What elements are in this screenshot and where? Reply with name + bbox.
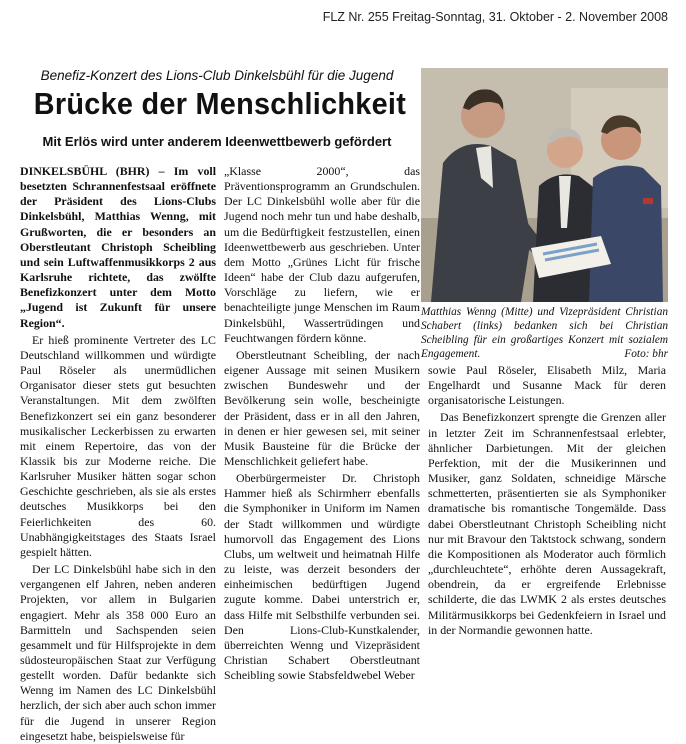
article-photo — [421, 68, 668, 302]
article-column-1 — [20, 164, 216, 743]
dateline: DINKELSBÜHL (BHR) — [20, 164, 150, 178]
paragraph: „Klasse 2000“, das Präventionsprogramm an Grundschulen. Der LC Dinkelsbühl wolle aber für die Jugend noch mehr tun und habe deshalb, um die Bedürftigkeit festzustellen, einen Ideenwettbewerb aus geschrieben. Unter dem Motto „Grünes Licht für frische Ideen“ habe der Club dazu aufgerufen, Vorschläge zu liefern, wie er benachteiligte junge Menschen im Raum Dinkelsbühl, Wassertrüdingen und Feuchtwangen fördern könne. — [224, 164, 420, 345]
article-column-2 — [224, 164, 420, 683]
photo-credit: Foto: bhr — [624, 348, 668, 360]
lead-text: – Im voll besetzten Schrannenfestsaal eröffnete der Präsident des Lions-Clubs Dinkelsbühl, Matthias Wenng, mit Grußworten, die er besonders an Oberstleutant Christoph Scheibling und sein Luftwaffenmusikkorps 2 aus Karlsruhe richtete, das zwölfte Benefizkonzert unter dem Motto „Jugend ist Zukunft für unsere Region“. — [20, 164, 216, 330]
article-subheadline: Mit Erlös wird unter anderem Ideenwettbewerb gefördert — [42, 134, 392, 149]
paragraph: Er hieß prominente Vertreter des LC Deutschland willkommen und würdigte Paul Röseler als unermüdlichen Organisator dieser stets gut besuchten Veranstaltungen. Mit dem zwölften Benefizkonzert sei ein ganz besonderer musikalischer Leckerbissen zu erwarten mit einem Repertoire, das von der Klassik bis zur Moderne reiche. Die Karlsruher Musiker hätten sogar schon Geschichte geschrieben, als sie als erstes deutsches Musikkorps bei den Feierlichkeiten des 60. Unabhängigkeitstages des Staats Israel gespielt hätten. — [20, 332, 216, 559]
lead-paragraph — [20, 164, 216, 331]
paragraph: Das Benefizkonzert sprengte die Grenzen aller in letzter Zeit im Schrannenfestsaal erlebter, ähnlicher Darbietungen. Mit der gleichen Perfektion, mit der die Musikerinnen und Musiker, ganz Soldaten, schneidige Märsche schmetterten, präsentierten sie als Symphoniker dramatische bis romantische Tongemälde. Dass dabei Oberstleutnant Christoph Scheibling nicht nur mit Bravour den Taktstock schwang, sondern die Kompositionen als Moderator auch förmlich „durchleuchtete“, erhöhte deren Aussagekraft, obendrein, da er ergreifende Erlebnisse schilderte, die das LWMK 2 als erstes deutsches Militärmusikkorps bei Gedenkfeiern in Israel und in der Normandie gewonnen hatte. — [428, 410, 666, 637]
photo-illustration — [421, 68, 668, 302]
paragraph: Der LC Dinkelsbühl habe sich in den vergangenen elf Jahren, neben anderen Projekten, vor allem in Bulgarien engagiert. Mehr als 358 000 Euro an Barmitteln und Sachspenden seien gesammelt und für Hilfsprojekte in dem südosteuropäischen Staat zur Verfügung gestellt worden. Dafür bedankte sich Wenng im Namen des LC Dinkelsbühl herzlich, der sich aber auch schon immer für die Jugend in unserer Region eingesetzt habe, beispielsweise für — [20, 562, 216, 743]
paragraph: Oberstleutnant Scheibling, der nach eigener Aussage mit seinen Musikern zwischen Bundeswehr und der Bevölkerung sein wolle, bescheinigte der Präsident, dass er in all den Jahren, in denen er hier gewesen sei, mit seiner Musik Bausteine für die Brücke der Menschlichkeit geliefert habe. — [224, 347, 420, 468]
paragraph: Oberbürgermeister Dr. Christoph Hammer hieß als Schirmherr ebenfalls die Symphoniker in Uniform im Namen der Stadt willkommen und würdigte humorvoll das Engagement des Lions Clubs, um weltweit und heimatnah Hilfe zu leiste, was derzeit besonders der einheimischen bedürftigen Jugend zugute komme. Dabei unterstrich er, dass Hilfe mit Selbsthilfe verbunden sei. Den Lions-Club-Kunstkalender, überreichten Wenng und Vizepräsident Christian Schabert Oberstleutnant Scheibling sowie Stabsfeldwebel Weber — [224, 471, 420, 683]
caption-text: Matthias Wenng (Mitte) und Vizepräsident Christian Schabert (links) bedanken sich bei Christian Scheibling für ein großartiges Konzert mit sozialem Engagement. — [421, 306, 668, 360]
paragraph: sowie Paul Röseler, Elisabeth Milz, Maria Engelhardt und Susanne Mack für deren organisatorische Leistungen. — [428, 363, 666, 408]
newspaper-header: FLZ Nr. 255 Freitag-Sonntag, 31. Oktober - 2. November 2008 — [322, 10, 668, 24]
article-headline: Brücke der Menschlichkeit — [33, 86, 407, 121]
photo-caption — [421, 305, 668, 361]
article-kicker: Benefiz-Konzert des Lions-Club Dinkelsbühl für die Jugend — [40, 68, 394, 83]
article-column-3 — [428, 363, 666, 637]
